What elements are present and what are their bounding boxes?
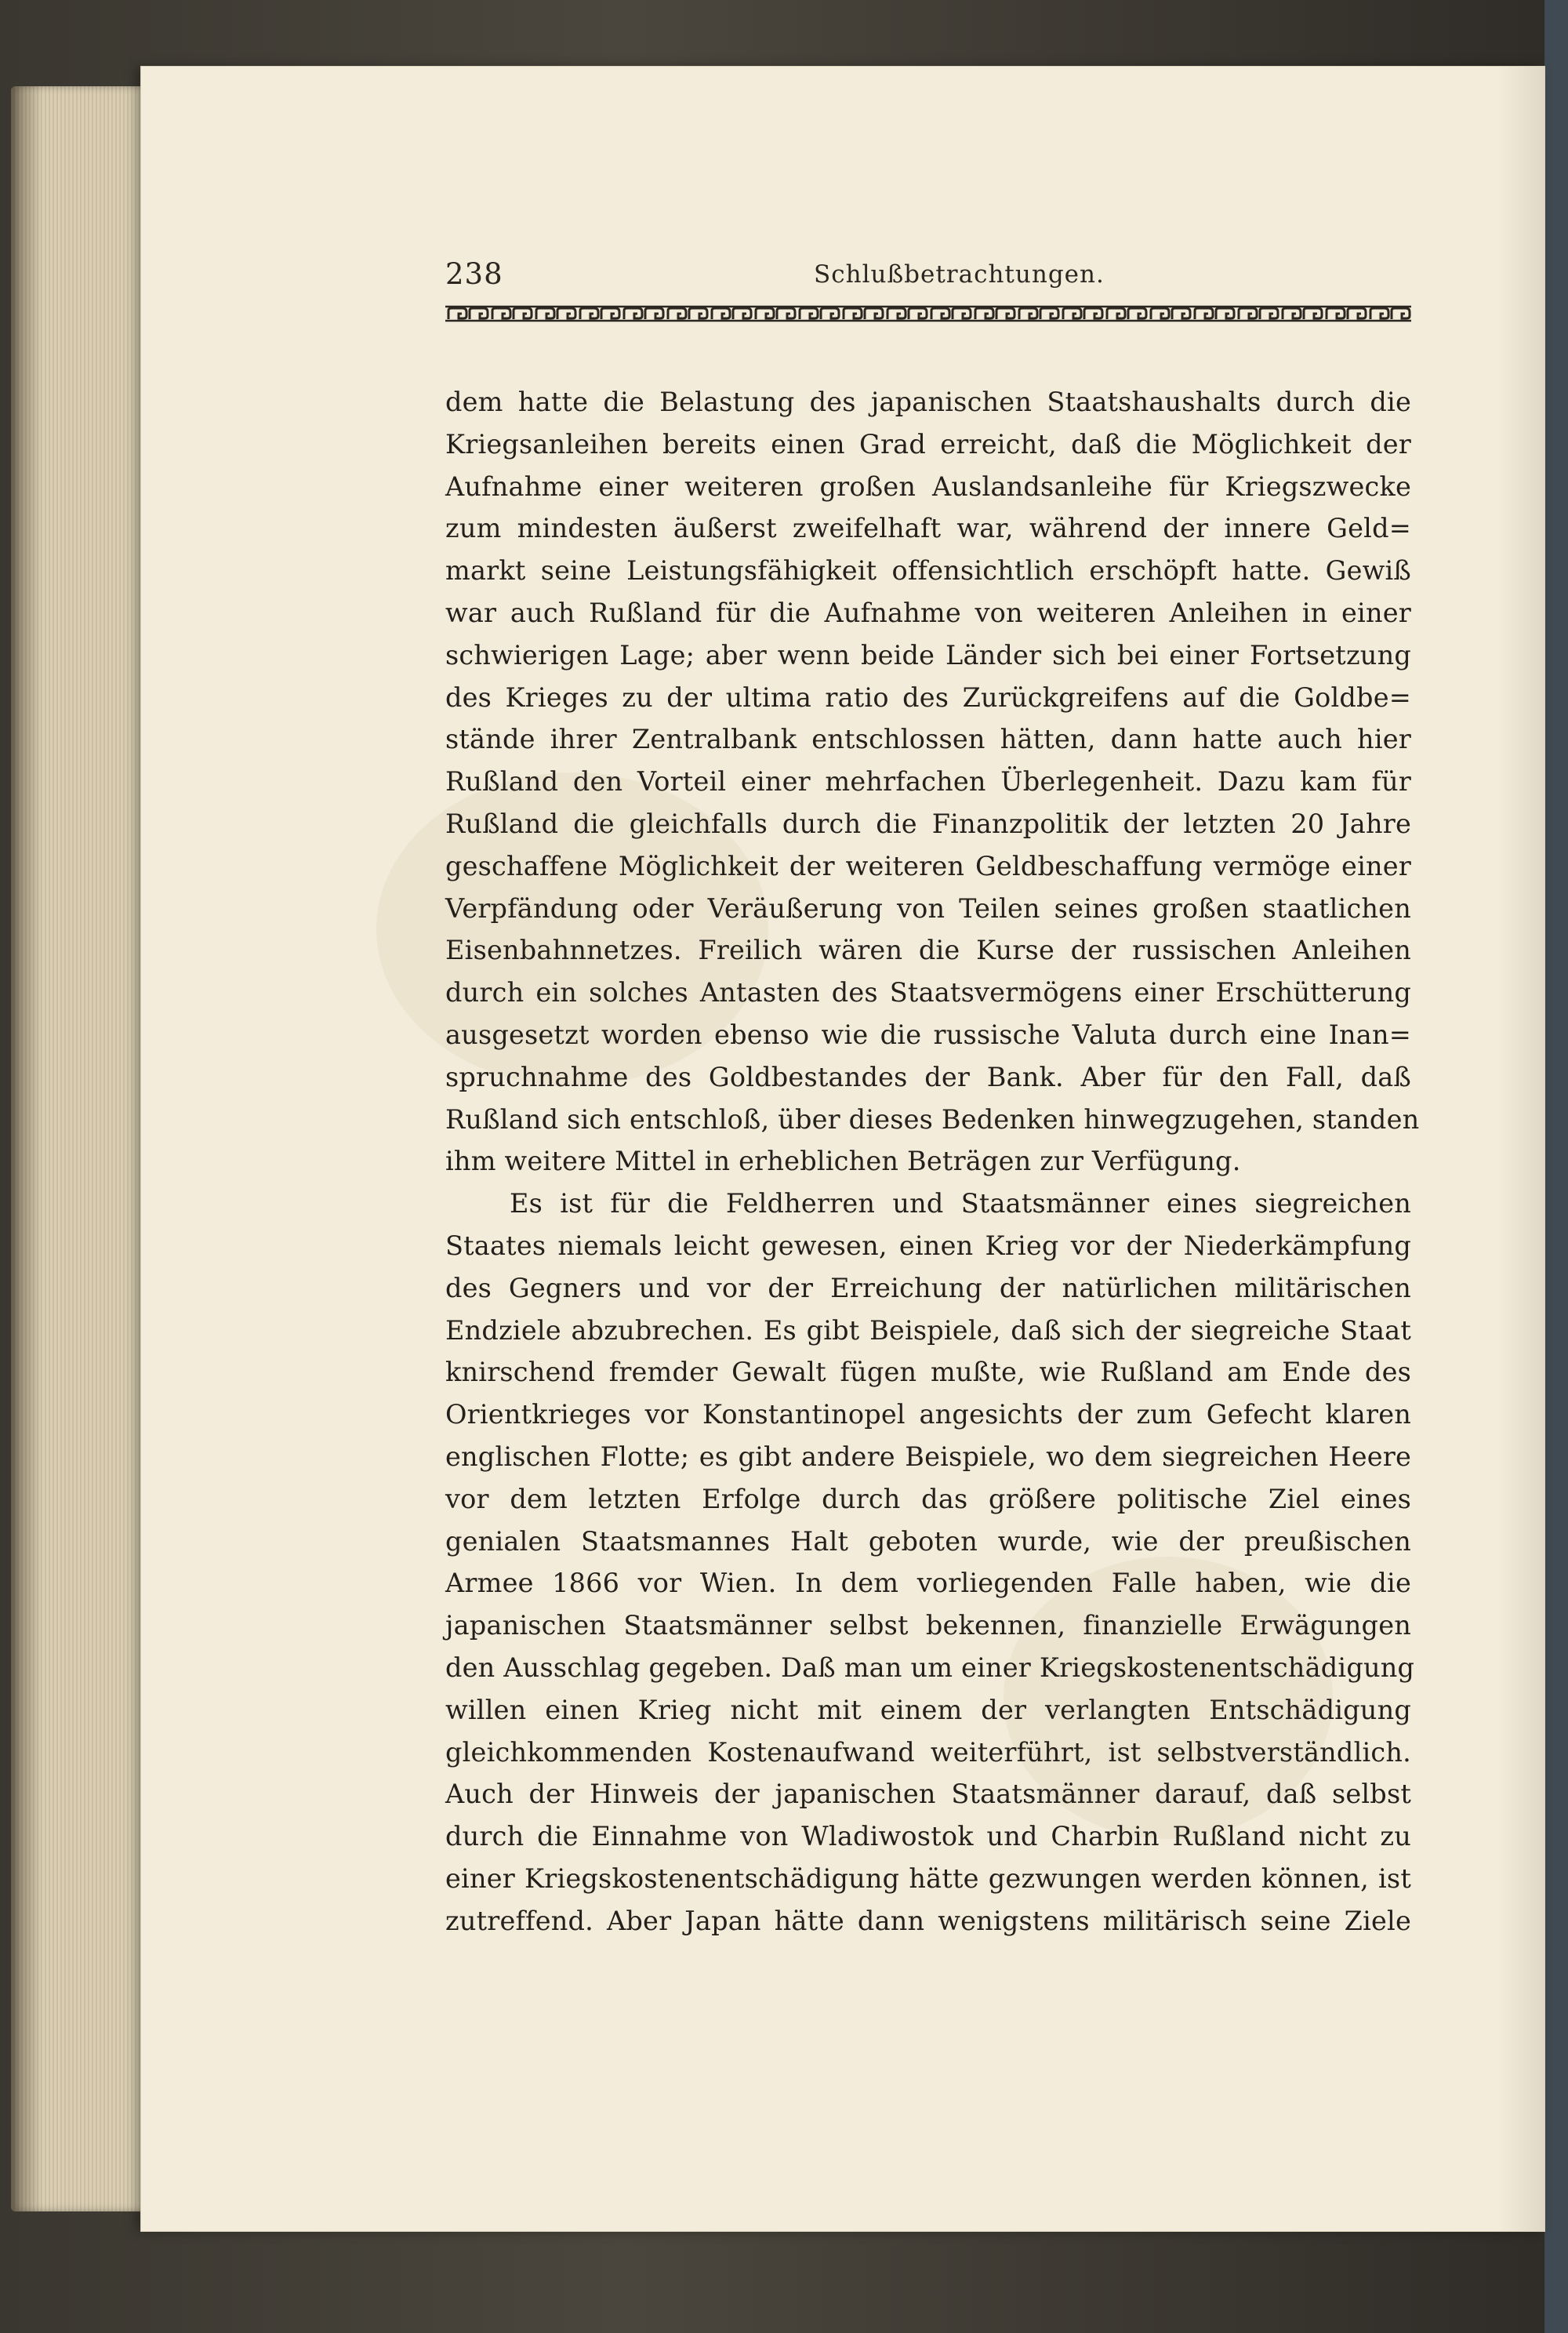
page-header: [445, 257, 1411, 296]
running-head: Schlußbetrachtungen.: [814, 260, 1105, 289]
text-line: englischen Flotte; es gibt andere Beispiele, wo dem siegreichen Heere: [445, 1441, 1411, 1472]
page-number: 238: [445, 257, 503, 291]
text-line: durch ein solches Antasten des Staatsvermögens einer Erschütterung: [445, 977, 1411, 1008]
text-line: war auch Rußland für die Aufnahme von weiteren Anleihen in einer: [445, 597, 1411, 628]
text-line: japanischen Staatsmänner selbst bekennen, finanzielle Erwägungen: [445, 1610, 1411, 1641]
text-line: des Gegners und vor der Erreichung der natürlichen militärischen: [445, 1272, 1411, 1303]
text-line: zutreffend. Aber Japan hätte dann wenigstens militärisch seine Ziele: [445, 1905, 1411, 1936]
text-line: Staates niemals leicht gewesen, einen Krieg vor der Niederkämpfung: [445, 1230, 1411, 1261]
text-line: genialen Staatsmannes Halt geboten wurde, wie der preußischen: [445, 1525, 1411, 1557]
text-line: Aufnahme einer weiteren großen Auslandsanleihe für Kriegszwecke: [445, 471, 1411, 502]
text-line: Eisenbahnnetzes. Freilich wären die Kurse der russischen Anleihen: [445, 935, 1411, 966]
text-line: gleichkommenden Kostenaufwand weiterführt, ist selbstverständlich.: [445, 1736, 1411, 1768]
text-line: geschaffene Möglichkeit der weiteren Geldbeschaffung vermöge einer: [445, 850, 1411, 881]
page-stack-shadow: [11, 86, 42, 2211]
text-line: dem hatte die Belastung des japanischen Staatshaushalts durch die: [445, 387, 1411, 417]
text-line: Rußland den Vorteil einer mehrfachen Überlegenheit. Dazu kam für: [445, 766, 1411, 798]
text-line: stände ihrer Zentralbank entschlossen hätten, dann hatte auch hier: [445, 724, 1411, 755]
text-line: spruchnahme des Goldbestandes der Bank. Aber für den Fall, daß: [445, 1061, 1411, 1092]
text-line: Kriegsanleihen bereits einen Grad erreicht, daß die Möglichkeit der: [445, 428, 1411, 460]
text-line: durch die Einnahme von Wladiwostok und Charbin Rußland nicht zu: [445, 1821, 1411, 1852]
text-line: ihm weitere Mittel in erheblichen Beträgen zur Verfügung.: [445, 1146, 1241, 1177]
text-line: Verpfändung oder Veräußerung von Teilen seines großen staatlichen: [445, 892, 1411, 924]
text-line: ausgesetzt worden ebenso wie die russische Valuta durch eine Inan=: [445, 1019, 1411, 1050]
body-text: [445, 381, 1420, 1942]
cover-edge: [1544, 0, 1568, 2333]
text-line: knirschend fremder Gewalt fügen mußte, wie Rußland am Ende des: [445, 1357, 1411, 1388]
text-line: des Krieges zu der ultima ratio des Zurückgreifens auf die Goldbe=: [445, 681, 1411, 713]
text-line: Rußland die gleichfalls durch die Finanzpolitik der letzten 20 Jahre: [445, 808, 1411, 839]
text-line: Endziele abzubrechen. Es gibt Beispiele, daß sich der siegreiche Staat: [445, 1314, 1411, 1346]
text-line: willen einen Krieg nicht mit einem der verlangten Entschädigung: [445, 1694, 1411, 1725]
text-line: vor dem letzten Erfolge durch das größere politische Ziel eines: [445, 1483, 1411, 1514]
ornamental-rule: [445, 305, 1411, 322]
text-line: Orientkrieges vor Konstantinopel angesichts der zum Gefecht klaren: [445, 1399, 1411, 1430]
text-line: Es ist für die Feldherren und Staatsmänner eines siegreichen: [510, 1188, 1411, 1219]
text-line: zum mindesten äußerst zweifelhaft war, während der innere Geld=: [445, 513, 1411, 544]
text-line: schwierigen Lage; aber wenn beide Länder sich bei einer Fortsetzung: [445, 639, 1411, 670]
text-line: Rußland sich entschloß, über dieses Bedenken hinwegzugehen, standen: [445, 1103, 1420, 1135]
text-line: Auch der Hinweis der japanischen Staatsmänner darauf, daß selbst: [445, 1779, 1411, 1810]
text-line: einer Kriegskostenentschädigung hätte gezwungen werden können, ist: [445, 1862, 1411, 1894]
text-line: den Ausschlag gegeben. Daß man um einer Kriegskostenentschädigung: [445, 1652, 1415, 1683]
text-line: markt seine Leistungsfähigkeit offensichtlich erschöpft hatte. Gewiß: [445, 555, 1411, 587]
text-line: Armee 1866 vor Wien. In dem vorliegenden Falle haben, wie die: [445, 1568, 1411, 1599]
